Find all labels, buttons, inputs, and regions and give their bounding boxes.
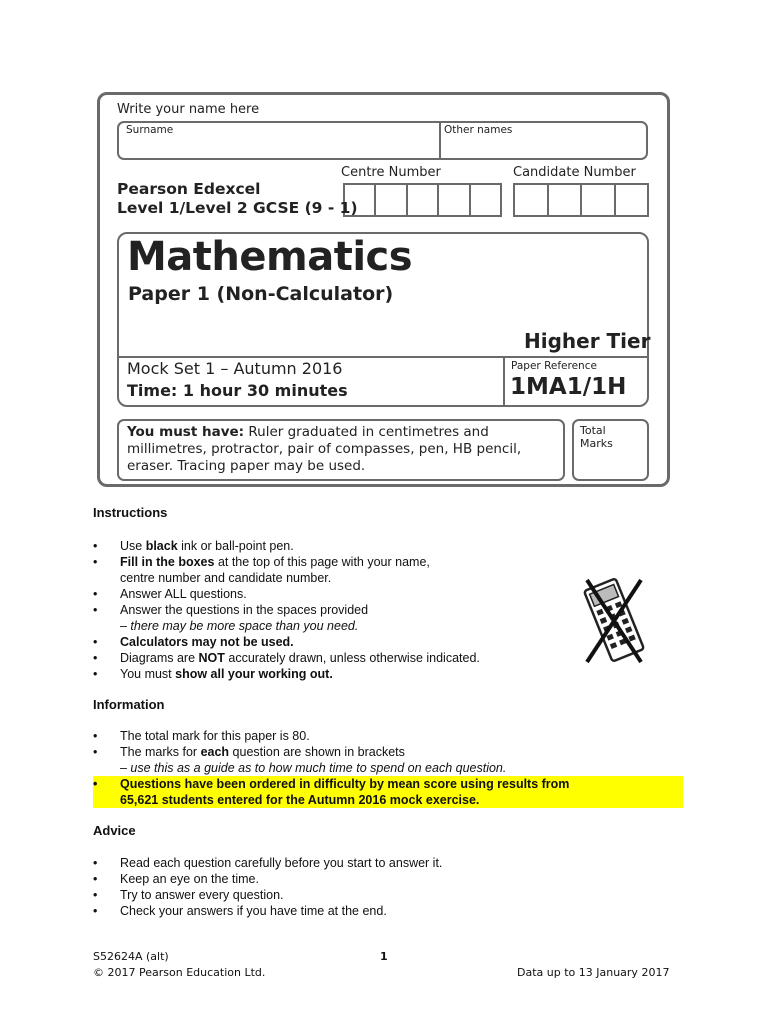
advice-list — [93, 855, 683, 919]
list-item: • Answer ALL questions. — [93, 586, 683, 602]
board-name: Pearson Edexcel — [117, 180, 261, 198]
tier-label: Higher Tier — [524, 329, 651, 353]
exam-board — [117, 180, 358, 218]
time-allowed: Time: 1 hour 30 minutes — [127, 381, 348, 400]
no-calculator-icon — [583, 574, 645, 666]
names-row — [117, 121, 648, 160]
candidate-number-boxes[interactable] — [513, 183, 649, 217]
list-item: • Try to answer every question. — [93, 887, 683, 903]
list-item: • You must show all your working out. — [93, 666, 683, 682]
copyright: © 2017 Pearson Education Ltd. — [93, 966, 266, 979]
must-have-box — [117, 419, 565, 481]
list-item: • Check your answers if you have time at the end. — [93, 903, 683, 919]
list-item: • The marks for each question are shown in brackets – use this as a guide as to how much time to spend on each question. — [93, 744, 683, 776]
total-marks-box — [572, 419, 649, 481]
list-item: • Diagrams are NOT accurately drawn, unless otherwise indicated. — [93, 650, 683, 666]
data-note: Data up to 13 January 2017 — [517, 966, 670, 979]
total-marks-label: Total Marks — [580, 424, 613, 450]
write-name-label: Write your name here — [117, 102, 260, 117]
paper-code: S52624A (alt) — [93, 950, 169, 963]
advice-heading: Advice — [93, 823, 136, 838]
instructions-heading: Instructions — [93, 505, 168, 520]
other-names-field[interactable]: Other names — [444, 124, 513, 136]
information-list — [93, 728, 683, 808]
paper-title: Paper 1 (Non-Calculator) — [128, 283, 394, 305]
page-number: 1 — [380, 950, 388, 963]
qualification-level: Level 1/Level 2 GCSE (9 - 1) — [117, 199, 358, 217]
highlighted-item: • Questions have been ordered in difficulty by mean score using results from 65,621 students entered for the Autumn 2016 mock exercise. — [93, 776, 683, 808]
mock-set: Mock Set 1 – Autumn 2016 — [127, 359, 343, 378]
list-item: • Fill in the boxes at the top of this page with your name, centre number and candidate number. — [93, 554, 683, 586]
list-item: • The total mark for this paper is 80. — [93, 728, 683, 744]
paper-reference: 1MA1/1H — [510, 374, 627, 400]
list-item: • Use black ink or ball-point pen. — [93, 538, 683, 554]
list-item: • Read each question carefully before you start to answer it. — [93, 855, 683, 871]
centre-number-label: Centre Number — [341, 165, 441, 180]
candidate-number-label: Candidate Number — [513, 165, 636, 180]
centre-number-boxes[interactable] — [343, 183, 502, 217]
must-have-text: Ruler graduated in centimetres and millimetres, protractor, pair of compasses, pen, HB pencil, eraser. Tracing paper may be used. — [127, 424, 522, 474]
list-item: • Answer the questions in the spaces provided – there may be more space than you need. — [93, 602, 683, 634]
information-heading: Information — [93, 697, 165, 712]
list-item: • Keep an eye on the time. — [93, 871, 683, 887]
must-have-label: You must have: — [127, 424, 245, 440]
subject-title: Mathematics — [127, 234, 413, 280]
paper-reference-label: Paper Reference — [511, 360, 597, 372]
list-item: • Calculators may not be used. — [93, 634, 683, 650]
surname-field[interactable]: Surname — [126, 124, 174, 136]
